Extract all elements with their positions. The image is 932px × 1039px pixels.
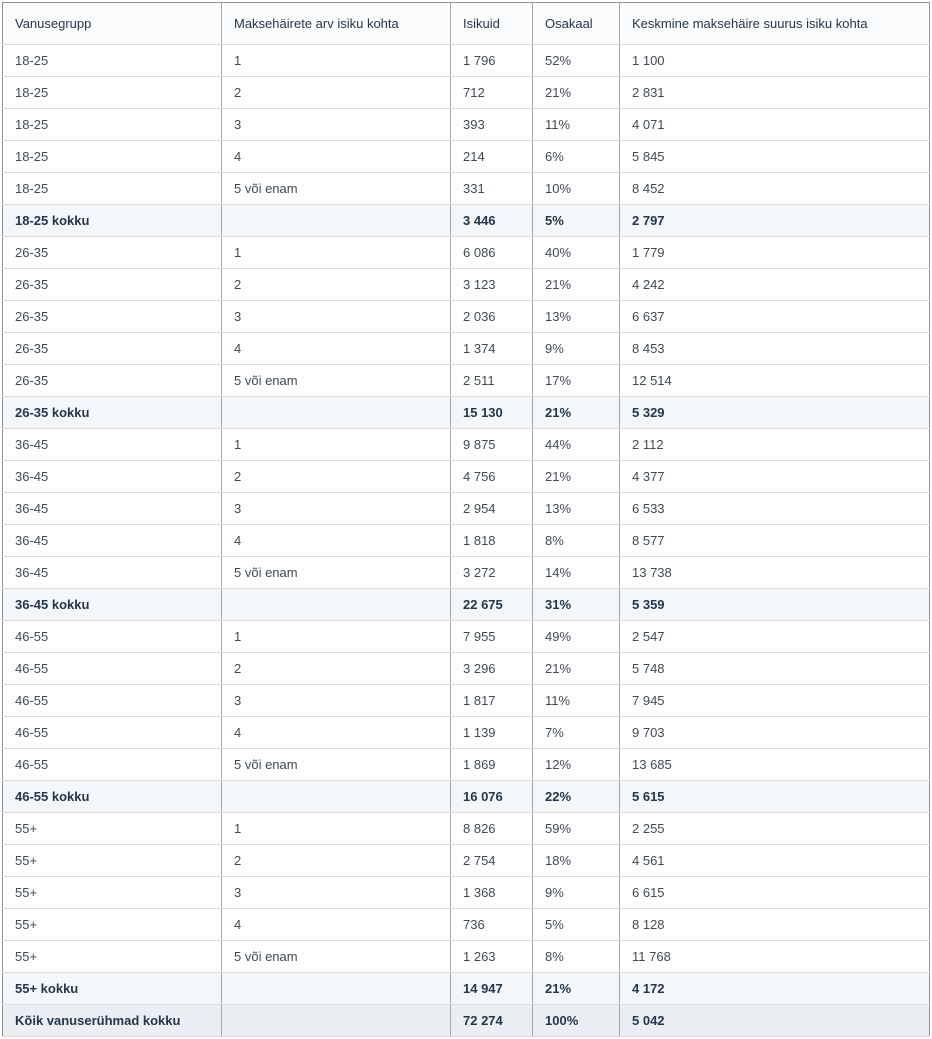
cell-isikuid: 72 274 xyxy=(451,1005,533,1037)
cell-isikuid: 7 955 xyxy=(451,621,533,653)
cell-isikuid: 1 818 xyxy=(451,525,533,557)
cell-osakaal: 40% xyxy=(533,237,620,269)
cell-osakaal: 12% xyxy=(533,749,620,781)
table-row xyxy=(3,205,930,237)
cell-maksehairete-arv xyxy=(222,205,451,237)
cell-isikuid: 3 446 xyxy=(451,205,533,237)
cell-keskmine-suurus: 4 377 xyxy=(620,461,930,493)
cell-vanusegrupp: 55+ xyxy=(3,813,222,845)
cell-isikuid: 3 123 xyxy=(451,269,533,301)
cell-isikuid: 1 817 xyxy=(451,685,533,717)
table-row xyxy=(3,461,930,493)
cell-maksehairete-arv: 3 xyxy=(222,109,451,141)
cell-vanusegrupp: 26-35 xyxy=(3,237,222,269)
table-row xyxy=(3,781,930,813)
cell-isikuid: 712 xyxy=(451,77,533,109)
cell-isikuid: 8 826 xyxy=(451,813,533,845)
cell-maksehairete-arv: 3 xyxy=(222,301,451,333)
header-row xyxy=(3,3,930,45)
table-row xyxy=(3,333,930,365)
cell-vanusegrupp: 26-35 xyxy=(3,333,222,365)
cell-keskmine-suurus: 8 577 xyxy=(620,525,930,557)
table-row xyxy=(3,685,930,717)
cell-osakaal: 9% xyxy=(533,877,620,909)
cell-maksehairete-arv xyxy=(222,973,451,1005)
cell-keskmine-suurus: 7 945 xyxy=(620,685,930,717)
cell-keskmine-suurus: 5 615 xyxy=(620,781,930,813)
cell-vanusegrupp: 26-35 xyxy=(3,365,222,397)
cell-keskmine-suurus: 2 112 xyxy=(620,429,930,461)
cell-isikuid: 214 xyxy=(451,141,533,173)
cell-osakaal: 11% xyxy=(533,109,620,141)
table-row xyxy=(3,45,930,77)
cell-maksehairete-arv: 5 või enam xyxy=(222,173,451,205)
cell-vanusegrupp: 46-55 xyxy=(3,749,222,781)
column-header-isikuid: Isikuid xyxy=(451,3,533,45)
cell-isikuid: 3 296 xyxy=(451,653,533,685)
table-row xyxy=(3,845,930,877)
cell-vanusegrupp: 18-25 kokku xyxy=(3,205,222,237)
cell-osakaal: 100% xyxy=(533,1005,620,1037)
cell-isikuid: 1 796 xyxy=(451,45,533,77)
cell-keskmine-suurus: 12 514 xyxy=(620,365,930,397)
cell-maksehairete-arv: 3 xyxy=(222,685,451,717)
table-row xyxy=(3,749,930,781)
cell-maksehairete-arv: 4 xyxy=(222,141,451,173)
cell-vanusegrupp: Kõik vanuserühmad kokku xyxy=(3,1005,222,1037)
table-row xyxy=(3,301,930,333)
table-row xyxy=(3,941,930,973)
cell-keskmine-suurus: 2 255 xyxy=(620,813,930,845)
cell-maksehairete-arv xyxy=(222,397,451,429)
cell-vanusegrupp: 55+ xyxy=(3,941,222,973)
cell-vanusegrupp: 26-35 xyxy=(3,269,222,301)
table-row xyxy=(3,909,930,941)
cell-keskmine-suurus: 4 242 xyxy=(620,269,930,301)
cell-maksehairete-arv: 5 või enam xyxy=(222,557,451,589)
cell-isikuid: 15 130 xyxy=(451,397,533,429)
cell-keskmine-suurus: 2 547 xyxy=(620,621,930,653)
cell-osakaal: 44% xyxy=(533,429,620,461)
cell-keskmine-suurus: 5 845 xyxy=(620,141,930,173)
cell-isikuid: 9 875 xyxy=(451,429,533,461)
cell-keskmine-suurus: 2 797 xyxy=(620,205,930,237)
cell-maksehairete-arv: 2 xyxy=(222,77,451,109)
cell-vanusegrupp: 18-25 xyxy=(3,45,222,77)
cell-vanusegrupp: 55+ xyxy=(3,845,222,877)
cell-maksehairete-arv: 1 xyxy=(222,621,451,653)
cell-maksehairete-arv: 5 või enam xyxy=(222,749,451,781)
cell-keskmine-suurus: 9 703 xyxy=(620,717,930,749)
cell-keskmine-suurus: 5 748 xyxy=(620,653,930,685)
cell-osakaal: 31% xyxy=(533,589,620,621)
table-row xyxy=(3,429,930,461)
cell-vanusegrupp: 36-45 xyxy=(3,557,222,589)
cell-vanusegrupp: 36-45 xyxy=(3,525,222,557)
cell-maksehairete-arv: 3 xyxy=(222,877,451,909)
cell-maksehairete-arv: 2 xyxy=(222,461,451,493)
table-row xyxy=(3,621,930,653)
cell-vanusegrupp: 55+ kokku xyxy=(3,973,222,1005)
cell-osakaal: 14% xyxy=(533,557,620,589)
cell-keskmine-suurus: 1 779 xyxy=(620,237,930,269)
cell-osakaal: 22% xyxy=(533,781,620,813)
table-row xyxy=(3,365,930,397)
cell-keskmine-suurus: 8 128 xyxy=(620,909,930,941)
cell-isikuid: 736 xyxy=(451,909,533,941)
cell-isikuid: 16 076 xyxy=(451,781,533,813)
cell-osakaal: 5% xyxy=(533,205,620,237)
cell-osakaal: 18% xyxy=(533,845,620,877)
cell-vanusegrupp: 36-45 xyxy=(3,493,222,525)
cell-osakaal: 11% xyxy=(533,685,620,717)
cell-keskmine-suurus: 6 637 xyxy=(620,301,930,333)
cell-isikuid: 3 272 xyxy=(451,557,533,589)
cell-maksehairete-arv: 4 xyxy=(222,333,451,365)
cell-maksehairete-arv: 1 xyxy=(222,45,451,77)
cell-vanusegrupp: 26-35 kokku xyxy=(3,397,222,429)
cell-osakaal: 8% xyxy=(533,525,620,557)
cell-osakaal: 13% xyxy=(533,301,620,333)
table-row xyxy=(3,589,930,621)
cell-maksehairete-arv: 3 xyxy=(222,493,451,525)
cell-vanusegrupp: 46-55 xyxy=(3,717,222,749)
cell-osakaal: 13% xyxy=(533,493,620,525)
cell-isikuid: 1 374 xyxy=(451,333,533,365)
cell-maksehairete-arv: 2 xyxy=(222,653,451,685)
cell-isikuid: 2 954 xyxy=(451,493,533,525)
cell-vanusegrupp: 36-45 kokku xyxy=(3,589,222,621)
cell-osakaal: 21% xyxy=(533,269,620,301)
table-row xyxy=(3,525,930,557)
cell-isikuid: 1 368 xyxy=(451,877,533,909)
table-row xyxy=(3,1005,930,1037)
cell-osakaal: 21% xyxy=(533,973,620,1005)
cell-osakaal: 49% xyxy=(533,621,620,653)
table-row xyxy=(3,173,930,205)
cell-maksehairete-arv: 4 xyxy=(222,909,451,941)
cell-maksehairete-arv xyxy=(222,589,451,621)
cell-isikuid: 393 xyxy=(451,109,533,141)
cell-maksehairete-arv: 5 või enam xyxy=(222,365,451,397)
cell-osakaal: 21% xyxy=(533,77,620,109)
cell-keskmine-suurus: 1 100 xyxy=(620,45,930,77)
cell-isikuid: 14 947 xyxy=(451,973,533,1005)
cell-keskmine-suurus: 8 453 xyxy=(620,333,930,365)
table-row xyxy=(3,141,930,173)
cell-maksehairete-arv: 4 xyxy=(222,717,451,749)
cell-isikuid: 1 139 xyxy=(451,717,533,749)
column-header-maksehairete-arv: Maksehäirete arv isiku kohta xyxy=(222,3,451,45)
cell-vanusegrupp: 18-25 xyxy=(3,109,222,141)
cell-osakaal: 21% xyxy=(533,397,620,429)
cell-isikuid: 2 036 xyxy=(451,301,533,333)
table-row xyxy=(3,973,930,1005)
cell-vanusegrupp: 46-55 xyxy=(3,653,222,685)
cell-maksehairete-arv xyxy=(222,781,451,813)
cell-osakaal: 8% xyxy=(533,941,620,973)
cell-isikuid: 1 263 xyxy=(451,941,533,973)
cell-keskmine-suurus: 13 738 xyxy=(620,557,930,589)
cell-isikuid: 331 xyxy=(451,173,533,205)
table-row xyxy=(3,77,930,109)
cell-vanusegrupp: 18-25 xyxy=(3,141,222,173)
table-row xyxy=(3,877,930,909)
cell-vanusegrupp: 36-45 xyxy=(3,429,222,461)
cell-isikuid: 22 675 xyxy=(451,589,533,621)
cell-vanusegrupp: 26-35 xyxy=(3,301,222,333)
cell-osakaal: 7% xyxy=(533,717,620,749)
table-row xyxy=(3,269,930,301)
cell-keskmine-suurus: 11 768 xyxy=(620,941,930,973)
cell-vanusegrupp: 55+ xyxy=(3,877,222,909)
table-row xyxy=(3,493,930,525)
cell-keskmine-suurus: 5 042 xyxy=(620,1005,930,1037)
table-row xyxy=(3,237,930,269)
cell-maksehairete-arv: 1 xyxy=(222,237,451,269)
cell-osakaal: 21% xyxy=(533,461,620,493)
cell-osakaal: 59% xyxy=(533,813,620,845)
cell-osakaal: 52% xyxy=(533,45,620,77)
table-body xyxy=(3,45,930,1037)
cell-vanusegrupp: 46-55 xyxy=(3,621,222,653)
table-row xyxy=(3,109,930,141)
cell-isikuid: 2 511 xyxy=(451,365,533,397)
table-header xyxy=(3,3,930,45)
cell-keskmine-suurus: 5 329 xyxy=(620,397,930,429)
cell-vanusegrupp: 46-55 xyxy=(3,685,222,717)
cell-maksehairete-arv: 1 xyxy=(222,813,451,845)
cell-osakaal: 9% xyxy=(533,333,620,365)
cell-osakaal: 5% xyxy=(533,909,620,941)
cell-isikuid: 6 086 xyxy=(451,237,533,269)
cell-maksehairete-arv: 1 xyxy=(222,429,451,461)
cell-vanusegrupp: 55+ xyxy=(3,909,222,941)
payment-defaults-table-container xyxy=(2,2,930,1037)
cell-keskmine-suurus: 2 831 xyxy=(620,77,930,109)
column-header-osakaal: Osakaal xyxy=(533,3,620,45)
cell-osakaal: 10% xyxy=(533,173,620,205)
cell-isikuid: 2 754 xyxy=(451,845,533,877)
cell-maksehairete-arv: 5 või enam xyxy=(222,941,451,973)
cell-vanusegrupp: 18-25 xyxy=(3,173,222,205)
cell-keskmine-suurus: 4 172 xyxy=(620,973,930,1005)
cell-maksehairete-arv xyxy=(222,1005,451,1037)
cell-keskmine-suurus: 8 452 xyxy=(620,173,930,205)
cell-isikuid: 1 869 xyxy=(451,749,533,781)
table-row xyxy=(3,397,930,429)
cell-maksehairete-arv: 2 xyxy=(222,845,451,877)
cell-keskmine-suurus: 5 359 xyxy=(620,589,930,621)
payment-defaults-table xyxy=(2,2,930,1037)
table-row xyxy=(3,813,930,845)
cell-keskmine-suurus: 6 615 xyxy=(620,877,930,909)
cell-keskmine-suurus: 4 071 xyxy=(620,109,930,141)
cell-osakaal: 17% xyxy=(533,365,620,397)
cell-isikuid: 4 756 xyxy=(451,461,533,493)
cell-osakaal: 21% xyxy=(533,653,620,685)
table-row xyxy=(3,557,930,589)
cell-maksehairete-arv: 4 xyxy=(222,525,451,557)
table-row xyxy=(3,717,930,749)
cell-maksehairete-arv: 2 xyxy=(222,269,451,301)
cell-keskmine-suurus: 13 685 xyxy=(620,749,930,781)
cell-vanusegrupp: 46-55 kokku xyxy=(3,781,222,813)
column-header-vanusegrupp: Vanusegrupp xyxy=(3,3,222,45)
cell-vanusegrupp: 18-25 xyxy=(3,77,222,109)
cell-vanusegrupp: 36-45 xyxy=(3,461,222,493)
column-header-keskmine-suurus: Keskmine maksehäire suurus isiku kohta xyxy=(620,3,930,45)
cell-keskmine-suurus: 6 533 xyxy=(620,493,930,525)
cell-osakaal: 6% xyxy=(533,141,620,173)
cell-keskmine-suurus: 4 561 xyxy=(620,845,930,877)
table-row xyxy=(3,653,930,685)
